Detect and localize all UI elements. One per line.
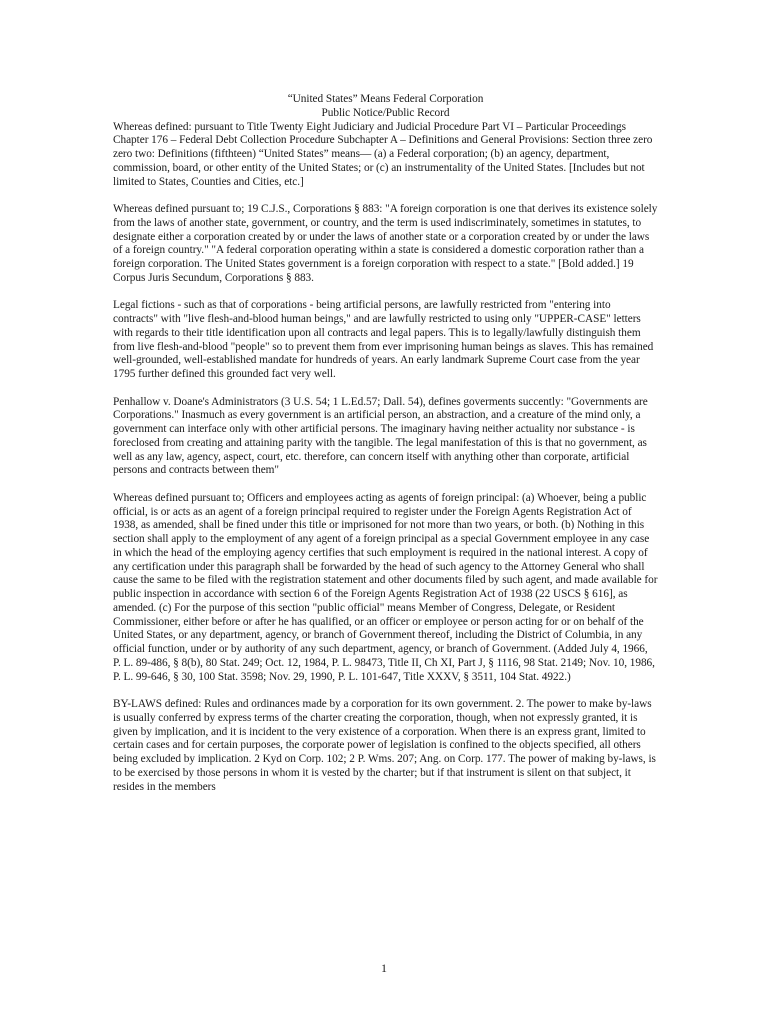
- document-body: [113, 93, 658, 808]
- page-number: 1: [381, 961, 387, 975]
- paragraph-foreign-corporation: Whereas defined pursuant to; 19 C.J.S., Corporations § 883: "A foreign corporation is one that derives its existence solely from the laws of another state, government, or country, and the term is used indiscriminately, sometimes in statutes, to designate either a corporation created by or under the laws of another state or a corporation created by or under the laws of a foreign country." "A federal corporation operating within a state is considered a domestic corporation rather than a foreign corporation. The United States government is a foreign corporation with respect to a state." [Bold added.] 19 Corpus Juris Secundum, Corporations § 883.: [113, 203, 658, 284]
- document-subtitle: Public Notice/Public Record: [321, 106, 450, 119]
- paragraph-bylaws: BY-LAWS defined: Rules and ordinances made by a corporation for its own government. 2. The power to make by-laws is usually conferred by express terms of the charter creating the corporation, though, when not expressly granted, it is given by implication, and it is incident to the very existence of a corporation. When there is an express grant, limited to certain cases and for certain purposes, the corporate power of legislation is confined to the objects specified, all others being excluded by implication. 2 Kyd on Corp. 102; 2 P. Wms. 207; Ang. on Corp. 177. The power of making by-laws, is to be exercised by those persons in whom it is vested by the charter; but if that instrument is silent on that subject, it resides in the members: [113, 698, 656, 793]
- paragraph-foreign-agents: Whereas defined pursuant to; Officers and employees acting as agents of foreign principal: (a) Whoever, being a public official, is or acts as an agent of a foreign principal required to register under the Foreign Agents Registration Act of 1938, as amended, shall be fined under this title or imprisoned for not more than two years, or both. (b) Nothing in this section shall apply to the employment of any agent of a foreign principal as a special Government employee in any case in which the head of the employing agency certifies that such employment is required in the national interest. A copy of any certification under this paragraph shall be forwarded by the head of such agency to the Attorney General who shall cause the same to be filed with the registration statement and other documents filed by such agent, and made available for public inspection in accordance with section 6 of the Foreign Agents Registration Act of 1938 (22 USCS § 616], as amended. (c) For the purpose of this section "public official" means Member of Congress, Delegate, or Resident Commissioner, either before or after he has qualified, or an officer or employee or person acting for or on behalf of the United States, or any department, agency, or branch of Government thereof, including the District of Columbia, in any official function, under or by authority of any such department, agency, or branch of Government. (Added July 4, 1966, P. L. 89-486, § 8(b), 80 Stat. 249; Oct. 12, 1984, P. L. 98473, Title II, Ch XI, Part J, § 1116, 98 Stat. 2149; Nov. 10, 1986, P. L. 99-646, § 30, 100 Stat. 3598; Nov. 29, 1990, P. L. 101-647, Title XXXV, § 3511, 104 Stat. 4922.): [113, 491, 658, 683]
- paragraph-legal-fictions: Legal fictions - such as that of corporations - being artificial persons, are lawfully restricted from "entering into contracts" with "live flesh-and-blood human beings," and are lawfully restricted to using only "UPPER-CASE" letters with regards to their title identification upon all contracts and legal papers. This is to legally/lawfully distinguish them from live flesh-and-blood "people" so to prevent them from ever imprisoning human beings as slaves. This has remained well-grounded, well-established mandate for hundreds of years. An early landmark Supreme Court case from the year 1795 further defined this grounded fact very well.: [113, 299, 654, 380]
- paragraph-us-definition: Whereas defined: pursuant to Title Twenty Eight Judiciary and Judicial Procedure Part VI – Particular Proceedings Chapter 176 – Federal Debt Collection Procedure Subchapter A – Definitions and General Provisions: Section three zero zero two: Definitions (fifthteen) “United States” means— (a) a Federal corporation; (b) an agency, department, commission, board, or other entity of the United States; or (c) an instrumentality of the United States. [Includes but not limited to States, Counties and Cities, etc.]: [113, 120, 653, 188]
- paragraph-penhallow: Penhallow v. Doane's Administrators (3 U.S. 54; 1 L.Ed.57; Dall. 54), defines goverments succently: "Governments are Corporations." Inasmuch as every government is an artificial person, an abstraction, and a creature of the mind only, a government can interface only with other artificial persons. The imaginary having neither actuality nor substance - is foreclosed from creating and attaining parity with the tangible. The legal manifestation of this is that no government, as well as any law, agency, aspect, court, etc. therefore, can concern itself with anything other than corporate, artificial persons and contracts between them": [113, 395, 648, 477]
- document-title: “United States” Means Federal Corporation: [287, 93, 484, 105]
